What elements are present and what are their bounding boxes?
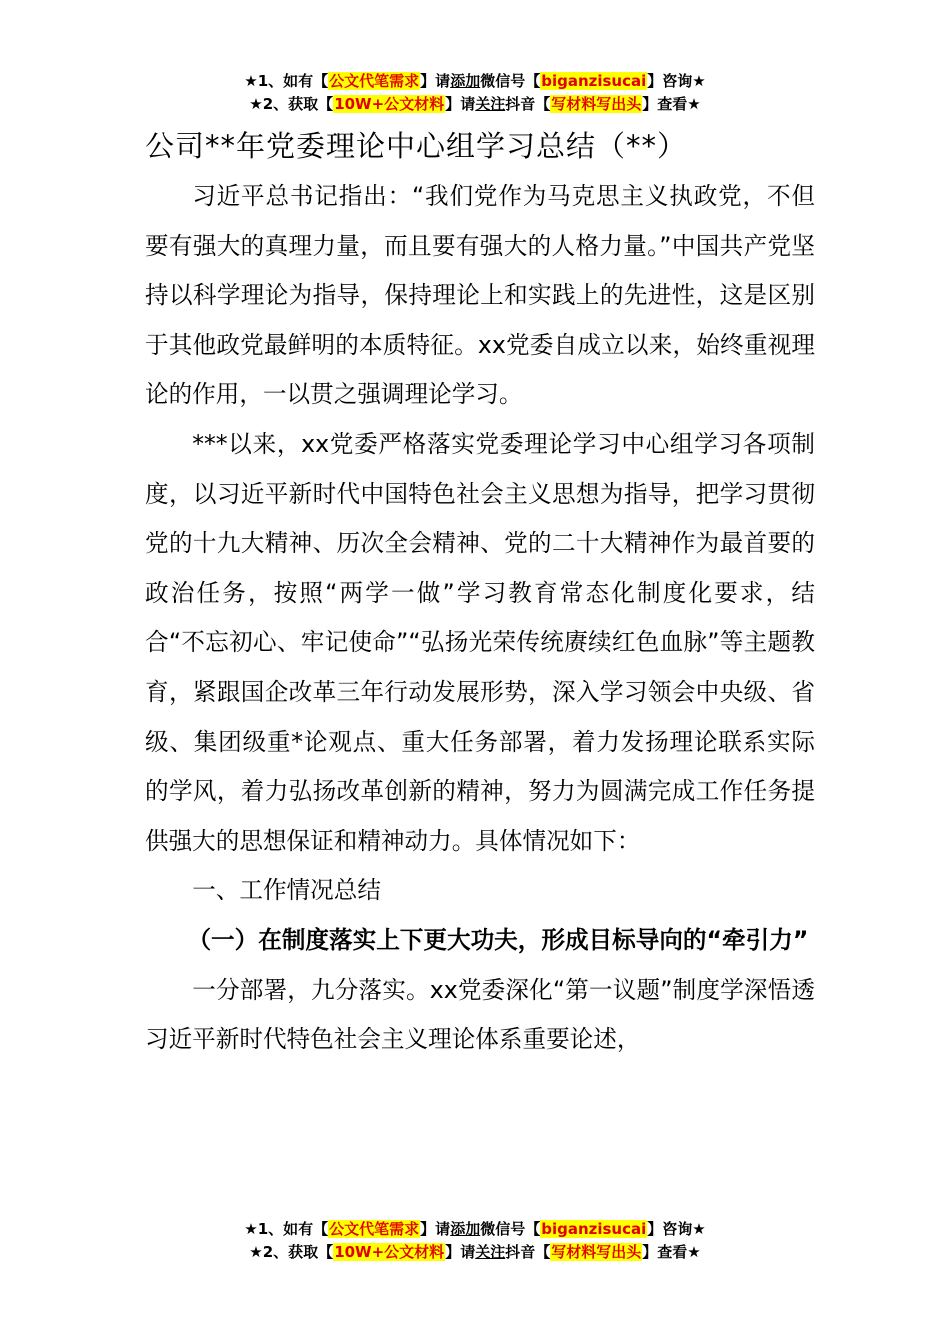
promo-text: ★1、如有【 bbox=[244, 72, 329, 90]
promo-underlined: 关注 bbox=[475, 1243, 506, 1261]
promo-text: 微信号【 bbox=[480, 1220, 541, 1238]
promo-highlight: 公文代笔需求 bbox=[329, 1220, 420, 1238]
top-promo-banner bbox=[0, 70, 950, 116]
promo-text: 】请 bbox=[445, 95, 476, 113]
subsection-heading: （一）在制度落实上下更大功夫，形成目标导向的“牵引力” bbox=[187, 925, 809, 954]
promo-highlight: 写材料写出头 bbox=[551, 95, 642, 113]
promo-highlight: biganzisucai bbox=[541, 72, 647, 90]
promo-line-1 bbox=[0, 70, 950, 93]
promo-text: 】请 bbox=[445, 1243, 476, 1261]
promo-underlined: 添加 bbox=[450, 1220, 481, 1238]
promo-text: ★2、获取【 bbox=[249, 1243, 334, 1261]
body-paragraph: 一分部署，九分落实。xx党委深化“第一议题”制度学深悟透习近平新时代特色社会主义理论体系重要论述， bbox=[145, 975, 815, 1054]
body-paragraph: ***以来，xx党委严格落实党委理论学习中心组学习各项制度，以习近平新时代中国特色社会主义思想为指导，把学习贯彻党的十九大精神、历次全会精神、党的二十大精神作为最首要的政治任务，按照“两学一做”学习教育常态化制度化要求，结合“不忘初心、牢记使命”“弘扬光荣传统赓续红色血脉”等主题教育，紧跟国企改革三年行动发展形势，深入学习领会中央级、省级、集团级重*论观点、重大任务部署，着力发扬理论联系实际的学风，着力弘扬改革创新的精神，努力为圆满完成工作任务提供强大的思想保证和精神动力。具体情况如下： bbox=[145, 429, 815, 855]
promo-highlight: 写材料写出头 bbox=[551, 1243, 642, 1261]
promo-highlight: 10W+公文材料 bbox=[334, 95, 445, 113]
promo-underlined: 添加 bbox=[450, 72, 481, 90]
promo-line-2 bbox=[0, 93, 950, 116]
promo-text: 】请 bbox=[420, 72, 451, 90]
document-body bbox=[145, 172, 815, 1065]
promo-text: ★2、获取【 bbox=[249, 95, 334, 113]
promo-underlined: 关注 bbox=[475, 95, 506, 113]
promo-highlight: biganzisucai bbox=[541, 1220, 647, 1238]
promo-text: 】查看★ bbox=[642, 95, 701, 113]
promo-highlight: 10W+公文材料 bbox=[334, 1243, 445, 1261]
bottom-promo-banner bbox=[0, 1218, 950, 1264]
promo-text: 微信号【 bbox=[480, 72, 541, 90]
promo-line-2 bbox=[0, 1241, 950, 1264]
promo-highlight: 公文代笔需求 bbox=[329, 72, 420, 90]
promo-text: 抖音【 bbox=[505, 1243, 551, 1261]
body-paragraph: 习近平总书记指出：“我们党作为马克思主义执政党，不但要有强大的真理力量，而且要有强大的人格力量。”中国共产党坚持以科学理论为指导，保持理论上和实践上的先进性，这是区别于其他政党最鲜明的本质特征。xx党委自成立以来，始终重视理论的作用，一以贯之强调理论学习。 bbox=[145, 182, 815, 409]
promo-text: 】请 bbox=[420, 1220, 451, 1238]
promo-text: 抖音【 bbox=[505, 95, 551, 113]
promo-line-1 bbox=[0, 1218, 950, 1241]
promo-text: ★1、如有【 bbox=[244, 1220, 329, 1238]
document-title: 公司**年党委理论中心组学习总结（**） bbox=[145, 129, 688, 163]
promo-text: 】咨询★ bbox=[647, 1220, 706, 1238]
promo-text: 】咨询★ bbox=[647, 72, 706, 90]
section-heading: 一、工作情况总结 bbox=[192, 876, 381, 905]
promo-text: 】查看★ bbox=[642, 1243, 701, 1261]
